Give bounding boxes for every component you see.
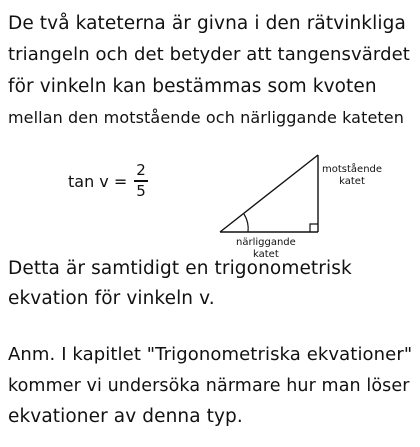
remark-line-3: ekvationer av denna typ.	[8, 406, 243, 427]
formula-denominator: 5	[136, 181, 146, 200]
opposite-label-line-2: katet	[339, 176, 365, 187]
adjacent-label-line-2: katet	[253, 249, 279, 260]
hypotenuse-line	[220, 155, 318, 232]
remark-line-1: Anm. I kapitlet "Trigonometriska ekvationer"	[8, 344, 413, 365]
remark-line-2: kommer vi undersöka närmare hur man löser	[8, 376, 410, 396]
angle-arc	[244, 214, 248, 232]
intro-line-4: mellan den motstående och närliggande kateten	[8, 108, 404, 127]
equation-line-1: Detta är samtidigt en trigonometrisk	[8, 258, 352, 279]
opposite-leg-label	[322, 164, 382, 188]
intro-line-3: för vinkeln kan bestämmas som kvoten	[8, 76, 377, 97]
adjacent-label-line-1: närliggande	[236, 237, 296, 248]
intro-line-1: De två kateterna är givna i den rätvinkliga	[8, 13, 406, 34]
formula-lhs: tan v =	[68, 172, 128, 191]
tangent-formula	[68, 162, 168, 202]
formula-fraction	[134, 162, 148, 200]
formula-numerator: 2	[136, 161, 146, 179]
intro-line-2: triangeln och det betyder att tangensvärdet	[8, 44, 410, 65]
right-angle-marker	[310, 224, 318, 232]
opposite-label-line-1: motstående	[322, 164, 383, 175]
equation-line-2: ekvation för vinkeln v.	[8, 288, 215, 309]
